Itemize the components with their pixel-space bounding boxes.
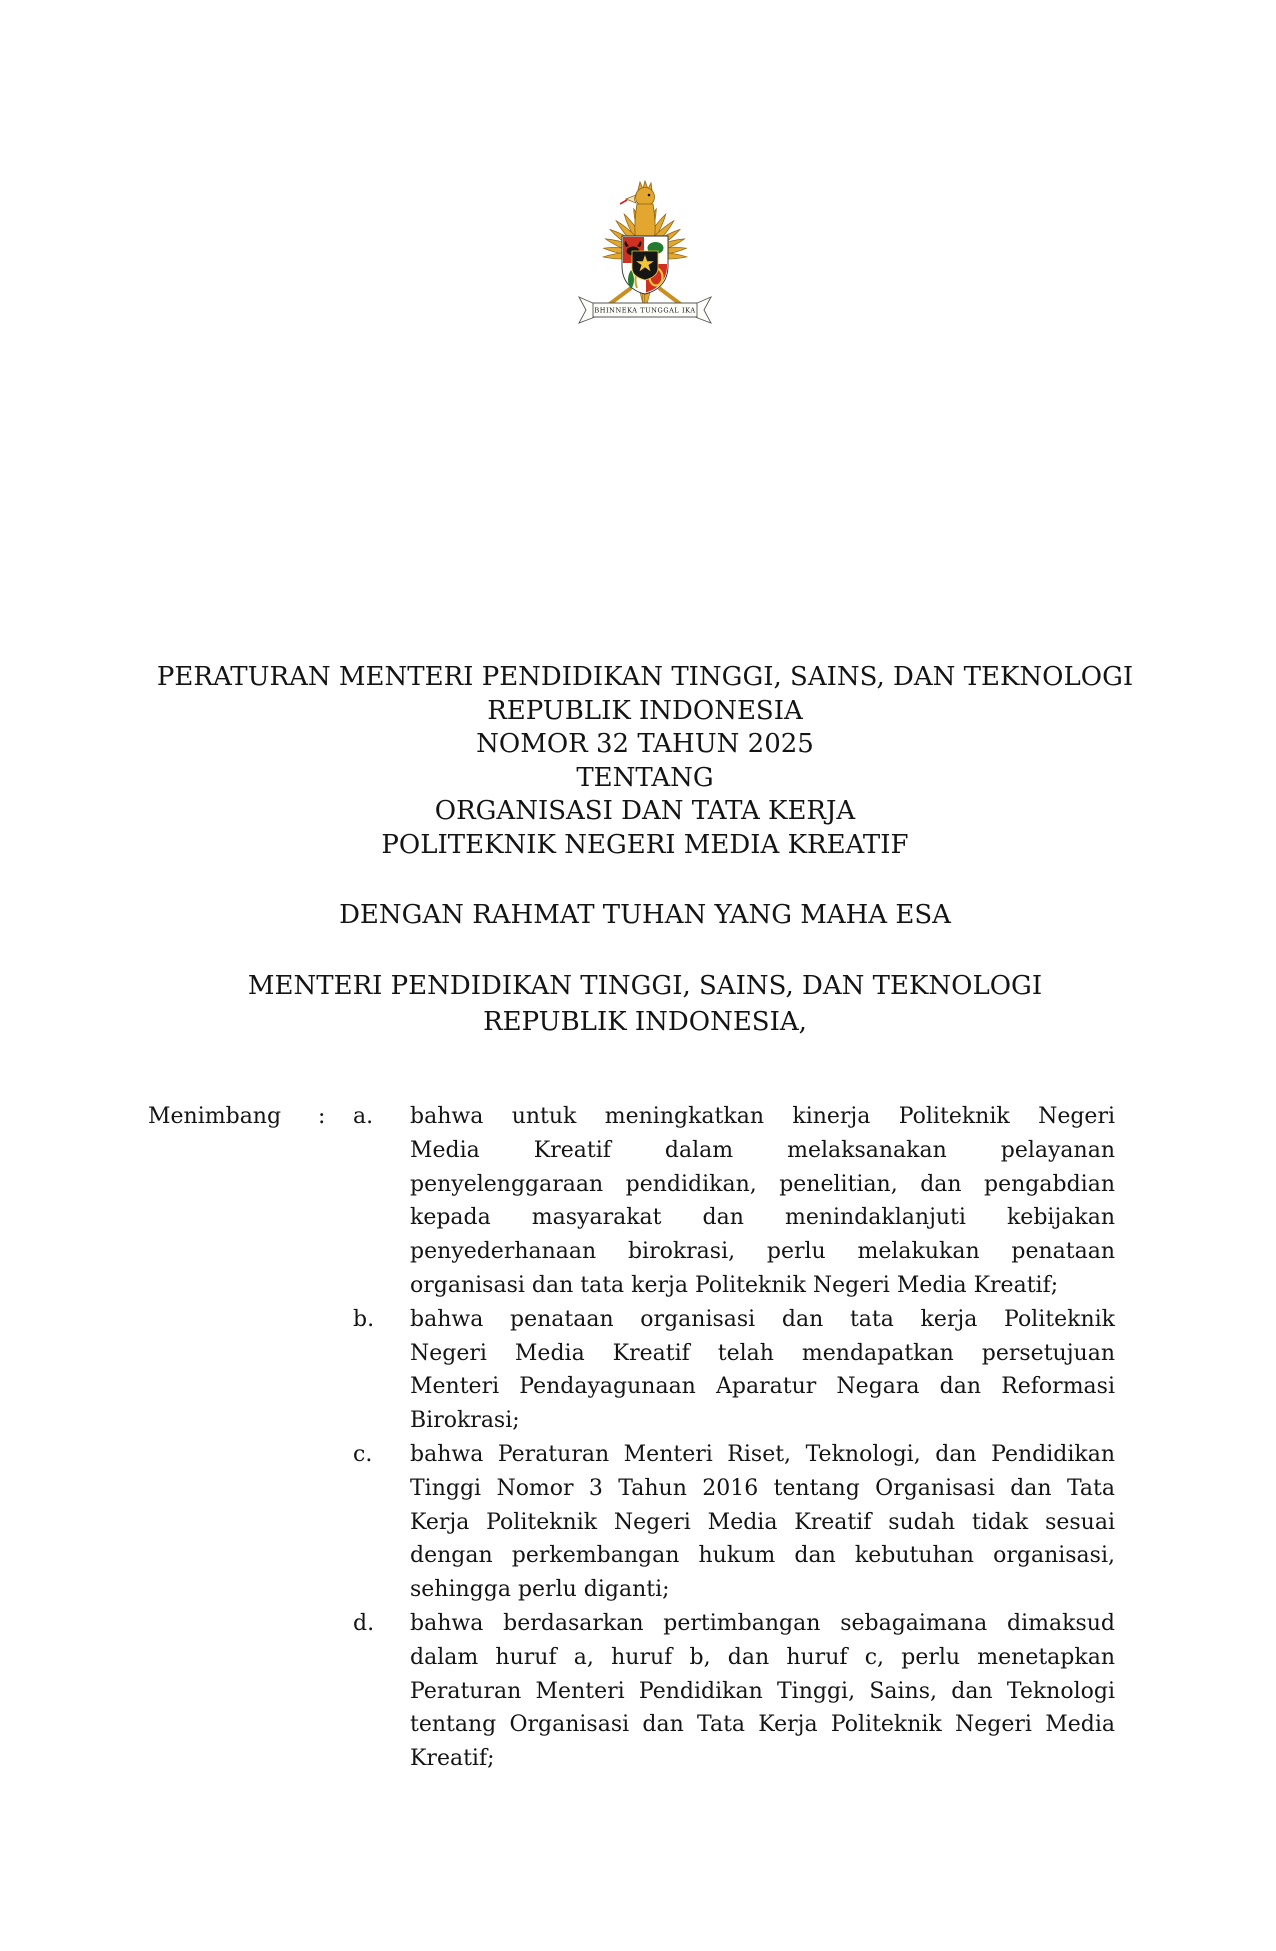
- item-text: bahwa penataan organisasi dan tata kerja Politeknik Negeri Media Kreatif telah mendapatkan persetujuan Menteri Pendayagunaan Aparatur Negara dan Reformasi Birokrasi;: [410, 1306, 1115, 1434]
- garuda-eye: [648, 194, 651, 197]
- consideration-item-c: [148, 1438, 1115, 1607]
- consideration-item-d: [148, 1607, 1115, 1776]
- considerations-label: Menimbang: [148, 1104, 282, 1129]
- item-marker: d.: [353, 1610, 375, 1636]
- authority-line-minister: MENTERI PENDIDIKAN TINGGI, SAINS, DAN TEKNOLOGI: [247, 971, 1043, 1001]
- authority-line-republic: REPUBLIK INDONESIA,: [483, 1007, 807, 1037]
- issuing-authority-block: [14, 968, 1276, 1040]
- regulation-title-block: [14, 661, 1276, 862]
- consideration-item-a: [148, 1100, 1115, 1303]
- garuda-pancasila-emblem: [563, 170, 727, 342]
- item-text: bahwa untuk meningkatkan kinerja Politeknik Negeri Media Kreatif dalam melaksanakan pelayanan penyelenggaraan pendidikan, penelitian, dan pengabdian kepada masyarakat dan menindaklanjuti kebijakan penyederhanaan birokrasi, perlu melakukan penataan organisasi dan tata kerja Politeknik Negeri Media Kreatif;: [410, 1104, 1115, 1298]
- considerations-colon: :: [318, 1104, 326, 1129]
- item-text: bahwa Peraturan Menteri Riset, Teknologi, dan Pendidikan Tinggi Nomor 3 Tahun 2016 tentang Organisasi dan Tata Kerja Politeknik Negeri Media Kreatif sudah tidak sesuai dengan perkembangan hukum dan kebutuhan organisasi, sehingga perlu diganti;: [410, 1441, 1115, 1603]
- title-line-subject-2: POLITEKNIK NEGERI MEDIA KREATIF: [381, 829, 909, 860]
- pancasila-shield: [622, 236, 668, 294]
- title-line-about: TENTANG: [576, 762, 714, 793]
- item-text: bahwa berdasarkan pertimbangan sebagaimana dimaksud dalam huruf a, huruf b, dan huruf c, perlu menetapkan Peraturan Menteri Pendidikan Tinggi, Sains, dan Teknologi tentang Organisasi dan Tata Kerja Politeknik Negeri Media Kreatif;: [410, 1610, 1115, 1772]
- title-line-republic: REPUBLIK INDONESIA: [487, 695, 803, 726]
- consideration-item-b: [148, 1303, 1115, 1438]
- title-line-subject-1: ORGANISASI DAN TATA KERJA: [434, 796, 856, 826]
- invocation-line: DENGAN RAHMAT TUHAN YANG MAHA ESA: [339, 900, 951, 930]
- item-marker: c.: [353, 1441, 373, 1467]
- considerations-section: [148, 1100, 1115, 1776]
- item-marker: b.: [353, 1306, 375, 1332]
- item-marker: a.: [353, 1104, 374, 1129]
- title-line-regulation: PERATURAN MENTERI PENDIDIKAN TINGGI, SAINS, DAN TEKNOLOGI: [156, 662, 1134, 692]
- motto-banner-text: BHINNEKA TUNGGAL IKA: [594, 306, 696, 315]
- title-line-number: NOMOR 32 TAHUN 2025: [476, 729, 814, 759]
- star-symbol: [632, 251, 658, 280]
